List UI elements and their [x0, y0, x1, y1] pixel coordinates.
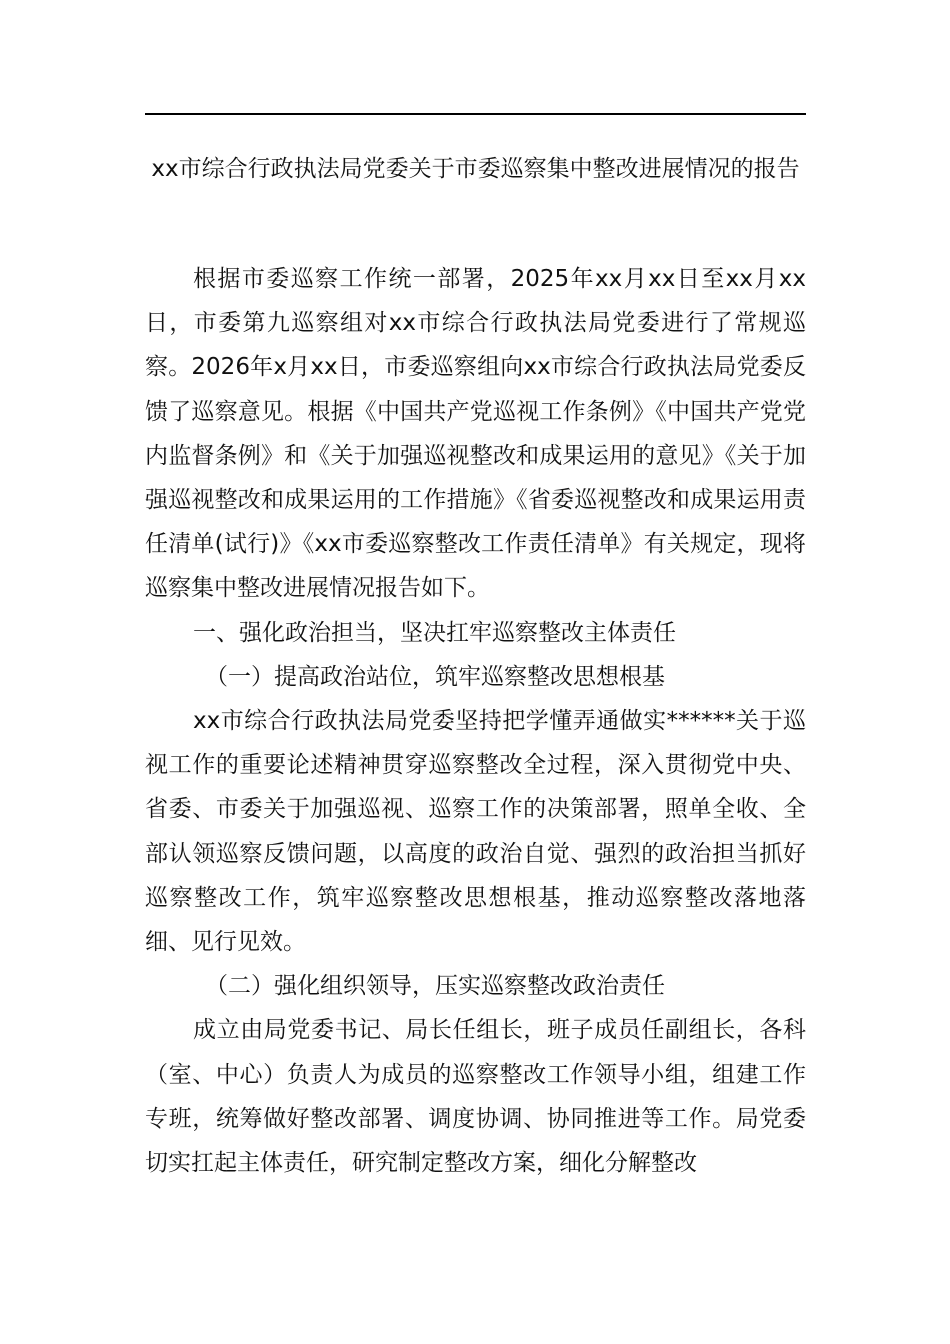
subsection-heading-1-2: （二）强化组织领导，压实巡察整改政治责任 — [205, 973, 665, 1000]
paragraph-1-1: xx市综合行政执法局党委坚持把学懂弄通做实******关于巡视工作的重要论述精神贯穿巡察整改全过程，深入贯彻党中央、省委、市委关于加强巡视、巡察工作的决策部署，照单全收、全部认领巡察反馈问题，以高度的政治自觉、强烈的政治担当抓好巡察整改工作，筑牢巡察整改思想根基，推动巡察整改落地落细、见行见效。 — [145, 708, 806, 956]
paragraph-1-2: 成立由局党委书记、局长任组长，班子成员任副组长，各科（室、中心）负责人为成员的巡察整改工作领导小组，组建工作专班，统筹做好整改部署、调度协调、协同推进等工作。局党委切实扛起主体责任，研究制定整改方案，细化分解整改 — [145, 1017, 806, 1177]
document-body — [145, 257, 806, 1185]
subsection-heading-1-1: （一）提高政治站位，筑牢巡察整改思想根基 — [205, 663, 665, 690]
section-heading-1: 一、强化政治担当，坚决扛牢巡察整改主体责任 — [193, 619, 676, 646]
header-rule — [145, 113, 806, 115]
paragraph-intro: 根据市委巡察工作统一部署，2025年xx月xx日至xx月xx日，市委第九巡察组对xx市综合行政执法局党委进行了常规巡察。2026年x月xx日，市委巡察组向xx市综合行政执法局党委反馈了巡察意见。根据《中国共产党巡视工作条例》《中国共产党党内监督条例》和《关于加强巡视整改和成果运用的意见》《关于加强巡视整改和成果运用的工作措施》《省委巡视整改和成果运用责任清单(试行)》《xx市委巡察整改工作责任清单》有关规定，现将巡察集中整改进展情况报告如下。 — [145, 266, 806, 602]
document-title: xx市综合行政执法局党委关于市委巡察集中整改进展情况的报告 — [151, 156, 800, 182]
